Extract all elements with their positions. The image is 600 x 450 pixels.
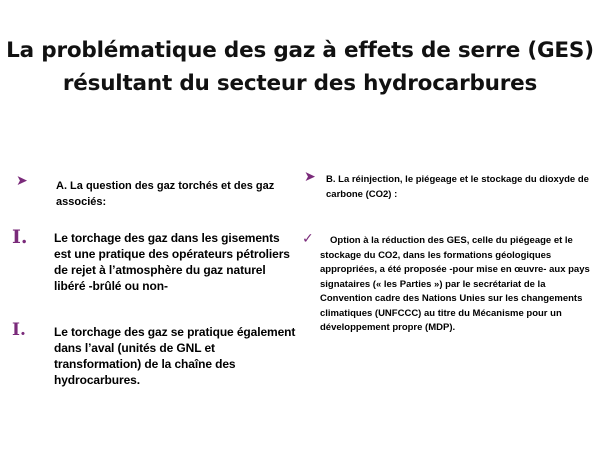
left-item-text: A. La question des gaz torchés et des gaz associés: bbox=[56, 180, 275, 208]
slide-title-line-1: La problématique des gaz à effets de serre (GES) bbox=[6, 38, 594, 63]
right-item-text: Option à la réduction des GES, celle du piégeage et le stockage du CO2, dans les formations géologiques appropriées, a été proposée -pour mise en œuvre- aux pays signataires (« les Parties ») par le secrétariat de la Convention cadre des Nations Unies sur les changements climatiques (UNFCCC) au titre du Mécanisme pour un développement propre (MDP). bbox=[320, 235, 590, 333]
left-item-gaz-torches bbox=[12, 172, 296, 218]
checkmark-icon: ✓ bbox=[302, 230, 314, 246]
arrow-bullet-icon: ➤ bbox=[304, 168, 316, 184]
left-item-text: Le torchage des gaz se pratique également dans l’aval (unités de GNL et transformation) de la chaîne des hydrocarbures. bbox=[54, 325, 296, 387]
arrow-bullet-icon: ➤ bbox=[16, 172, 28, 188]
right-item-text: B. La réinjection, le piégeage et le stockage du dioxyde de carbone (CO2) : bbox=[326, 174, 589, 200]
left-item-text: Le torchage des gaz dans les gisements est une pratique des opérateurs pétroliers de rejet à l’atmosphère du gaz naturel libéré -brûlé ou non- bbox=[54, 231, 290, 293]
roman-numeral-marker: I. bbox=[12, 320, 26, 340]
left-column bbox=[12, 172, 296, 387]
roman-numeral-marker: I. bbox=[12, 226, 28, 248]
slide-title-line-2: résultant du secteur des hydrocarbures bbox=[62, 71, 538, 96]
slide-title bbox=[0, 34, 600, 100]
